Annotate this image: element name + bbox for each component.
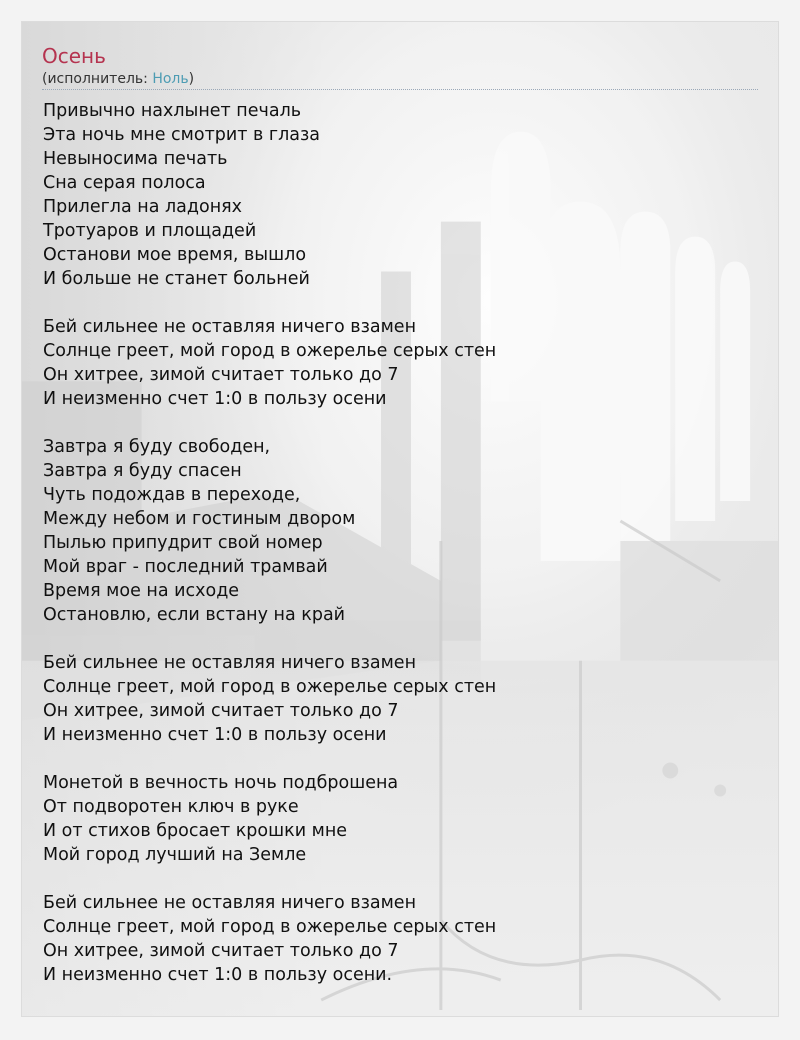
lyric-line: Солнце греет, мой город в ожерелье серых стен bbox=[43, 341, 497, 361]
lyric-line: Останови мое время, вышло bbox=[43, 245, 307, 265]
lyric-line: Солнце греет, мой город в ожерелье серых стен bbox=[43, 677, 497, 697]
lyric-line: Время мое на исходе bbox=[43, 581, 240, 601]
lyric-line: И неизменно счет 1:0 в пользу осени bbox=[43, 725, 387, 745]
lyric-line: Сна серая полоса bbox=[43, 173, 206, 193]
lyric-line: Бей сильнее не оставляя ничего взамен bbox=[43, 653, 417, 673]
lyric-line: И от стихов бросает крошки мне bbox=[43, 821, 348, 841]
lyric-line: Привычно нахлынет печаль bbox=[43, 101, 302, 121]
lyric-line: Он хитрее, зимой считает только до 7 bbox=[43, 701, 399, 721]
lyric-line: Прилегла на ладонях bbox=[43, 197, 243, 217]
artist-suffix: ) bbox=[188, 71, 195, 87]
lyric-line: Он хитрее, зимой считает только до 7 bbox=[43, 941, 399, 961]
lyric-line: Монетой в вечность ночь подброшена bbox=[43, 773, 399, 793]
lyric-line: Солнце греет, мой город в ожерелье серых стен bbox=[43, 917, 497, 937]
lyrics-panel bbox=[21, 21, 779, 1017]
lyric-line: И неизменно счет 1:0 в пользу осени. bbox=[43, 965, 393, 985]
stanza bbox=[43, 651, 496, 747]
lyric-line: Мой город лучший на Земле bbox=[43, 845, 307, 865]
lyric-line: Между небом и гостиным двором bbox=[43, 509, 356, 529]
stanza bbox=[43, 891, 496, 987]
stanza bbox=[43, 771, 496, 867]
lyric-line: Он хитрее, зимой считает только до 7 bbox=[43, 365, 399, 385]
lyric-line: Завтра я буду спасен bbox=[43, 461, 242, 481]
lyric-line: Невыносима печать bbox=[43, 149, 228, 169]
lyric-line: Остановлю, если встану на край bbox=[43, 605, 346, 625]
lyric-line: И неизменно счет 1:0 в пользу осени bbox=[43, 389, 387, 409]
lyric-line: Бей сильнее не оставляя ничего взамен bbox=[43, 893, 417, 913]
lyric-line: Завтра я буду свободен, bbox=[43, 437, 271, 457]
song-title: Осень bbox=[42, 44, 106, 68]
lyric-line: Чуть подождав в переходе, bbox=[43, 485, 301, 505]
lyric-line: Пылью припудрит свой номер bbox=[43, 533, 323, 553]
artist-prefix: (исполнитель: bbox=[42, 71, 153, 87]
lyric-line: От подворотен ключ в руке bbox=[43, 797, 299, 817]
stanza bbox=[43, 435, 496, 627]
divider bbox=[42, 89, 758, 90]
lyrics-text bbox=[43, 99, 496, 1011]
stanza bbox=[43, 315, 496, 411]
artist-line bbox=[42, 70, 194, 88]
lyrics-content bbox=[22, 22, 778, 1016]
lyric-line: Тротуаров и площадей bbox=[43, 221, 257, 241]
stanza bbox=[43, 99, 496, 291]
lyric-line: И больше не станет больней bbox=[43, 269, 310, 289]
lyric-line: Бей сильнее не оставляя ничего взамен bbox=[43, 317, 417, 337]
artist-link[interactable]: Ноль bbox=[152, 71, 189, 87]
lyric-line: Мой враг - последний трамвай bbox=[43, 557, 328, 577]
lyric-line: Эта ночь мне смотрит в глаза bbox=[43, 125, 321, 145]
